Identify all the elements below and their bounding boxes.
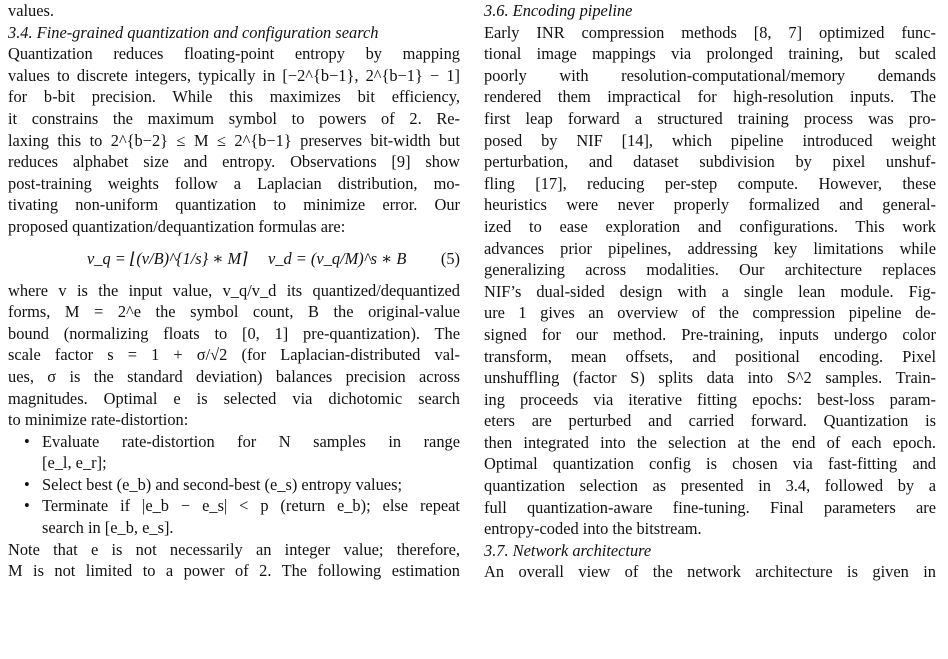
right-p1-line: NIF’s dual-sided design with a single lean module. Fig- <box>484 281 936 301</box>
left-paragraph-2 <box>8 280 460 431</box>
right-p1-line: poorly with resolution-computational/memory demands <box>484 65 936 85</box>
left-p1-line: it constrains the maximum symbol to powers of 2. Re- <box>8 108 460 128</box>
left-column <box>8 0 460 582</box>
right-column <box>484 0 936 583</box>
equation-dequantize: v_d = (v_q/M)^s ∗ B <box>268 248 407 268</box>
left-p3-line: Note that e is not necessarily an integer value; therefore, <box>8 539 460 559</box>
left-p2-line: bound (normalizing floats to [0, 1] pre-quantization). The <box>8 323 460 343</box>
bullet-item <box>8 495 460 538</box>
right-p1-line: transform, mean offsets, and positional encoding. Pixel <box>484 346 936 366</box>
left-p2-line: to minimize rate-distortion: <box>8 410 189 430</box>
right-p2-line: An overall view of the network architecture is given in <box>484 562 936 582</box>
right-p1-line: advances prior pipelines, addressing key limitations while <box>484 238 936 258</box>
right-p1-line: ized to ease exploration and configurations. This work <box>484 216 936 236</box>
right-p1-line: generalizing across modalities. Our architecture replaces <box>484 260 936 280</box>
right-p1-line: first leap forward a structured training process was pro- <box>484 108 936 128</box>
right-p1-line: ing proceeds via iterative fitting epochs: best-loss param- <box>484 389 936 409</box>
bullet-list <box>8 431 460 539</box>
left-p1-line: for b-bit precision. While this maximizes bit efficiency, <box>8 87 460 107</box>
right-p1-line: tional image mappings via prolonged training, but scaled <box>484 44 936 64</box>
right-p1-line: perturbation, and dataset subdivision by pixel unshuf- <box>484 152 936 172</box>
right-p1-line: eters are perturbed and carried forward. Quantization is <box>484 411 936 431</box>
right-paragraph-1 <box>484 22 936 540</box>
equation-quantize: v_q = ⌊(v/B)^{1/s} ∗ M⌉ <box>87 248 248 268</box>
bullet-item <box>8 474 460 496</box>
left-p2-line: where v is the input value, v_q/v_d its quantized/dequantized <box>8 280 460 300</box>
right-p1-line: posed by NIF [14], which pipeline introduced weight <box>484 130 936 150</box>
right-p1-line: ure 1 gives an overview of the compression pipeline de- <box>484 303 936 323</box>
right-p1-line: heuristics were never properly formalized and general- <box>484 195 936 215</box>
bullet-line: Select best (e_b) and second-best (e_s) entropy values; <box>42 474 403 494</box>
section-heading-3-4: 3.4. Fine-grained quantization and configuration search <box>8 22 379 42</box>
bullet-line: Terminate if |e_b − e_s| < p (return e_b); else repeat <box>42 496 460 516</box>
left-line-0: values. <box>8 1 54 20</box>
right-p1-line: then integrated into the selection at the end of each epoch. <box>484 432 936 452</box>
right-p1-line: Optimal quantization config is chosen via fast-fitting and <box>484 454 936 474</box>
left-p2-line: forms, M = 2^e the symbol count, B the original-value <box>8 302 460 322</box>
right-p1-line: unshuffling (factor S) splits data into S^2 samples. Train- <box>484 368 936 388</box>
right-p1-line: rendered them impractical for high-resolution inputs. The <box>484 87 936 107</box>
bullet-item <box>8 431 460 474</box>
section-heading-3-6: 3.6. Encoding pipeline <box>484 1 633 20</box>
right-p1-line: quantization selection as presented in 3.4, followed by a <box>484 476 936 496</box>
left-paragraph-1 <box>8 43 460 237</box>
left-paragraph-3 <box>8 539 460 582</box>
left-p2-line: magnitudes. Optimal e is selected via dichotomic search <box>8 388 460 408</box>
right-paragraph-2 <box>484 561 936 583</box>
left-p2-line: ues, σ is the standard deviation) balances precision across <box>8 366 460 386</box>
left-p1-line: reduces alphabet size and entropy. Observations [9] show <box>8 152 460 172</box>
left-p1-line: tivating non-uniform quantization to minimize error. Our <box>8 195 460 215</box>
right-p1-line: fling [17], reducing per-step compute. However, these <box>484 173 936 193</box>
bullet-line: [e_l, e_r]; <box>42 453 107 473</box>
right-p1-line: full quantization-aware fine-tuning. Final parameters are <box>484 497 936 517</box>
bullet-dot-icon: • <box>24 431 30 451</box>
left-p1-line: laxing this to 2^{b−2} ≤ M ≤ 2^{b−1} preserves bit-width but <box>8 130 460 150</box>
equation-5 <box>8 240 460 280</box>
bullet-line: search in [e_b, e_s]. <box>42 518 174 538</box>
left-p1-line: values to discrete integers, typically in [−2^{b−1}, 2^{b−1} − 1] <box>8 65 460 85</box>
equation-number: (5) <box>440 248 460 268</box>
left-p1-line: post-training weights follow a Laplacian distribution, mo- <box>8 173 460 193</box>
right-p1-line: signed for our method. Pre-training, inputs undergo color <box>484 324 936 344</box>
left-p1-line: proposed quantization/dequantization formulas are: <box>8 216 346 236</box>
left-p3-line: M is not limited to a power of 2. The following estimation <box>8 561 460 581</box>
left-p2-line: scale factor s = 1 + σ/√2 (for Laplacian-distributed val- <box>8 345 460 365</box>
right-p1-line: entropy-coded into the bitstream. <box>484 519 702 539</box>
bullet-dot-icon: • <box>24 496 30 516</box>
left-p1-line: Quantization reduces floating-point entropy by mapping <box>8 44 460 64</box>
bullet-line: Evaluate rate-distortion for N samples in range <box>42 431 460 451</box>
right-p1-line: Early INR compression methods [8, 7] optimized func- <box>484 22 936 42</box>
bullet-dot-icon: • <box>24 474 30 494</box>
section-heading-3-7: 3.7. Network architecture <box>484 540 652 560</box>
